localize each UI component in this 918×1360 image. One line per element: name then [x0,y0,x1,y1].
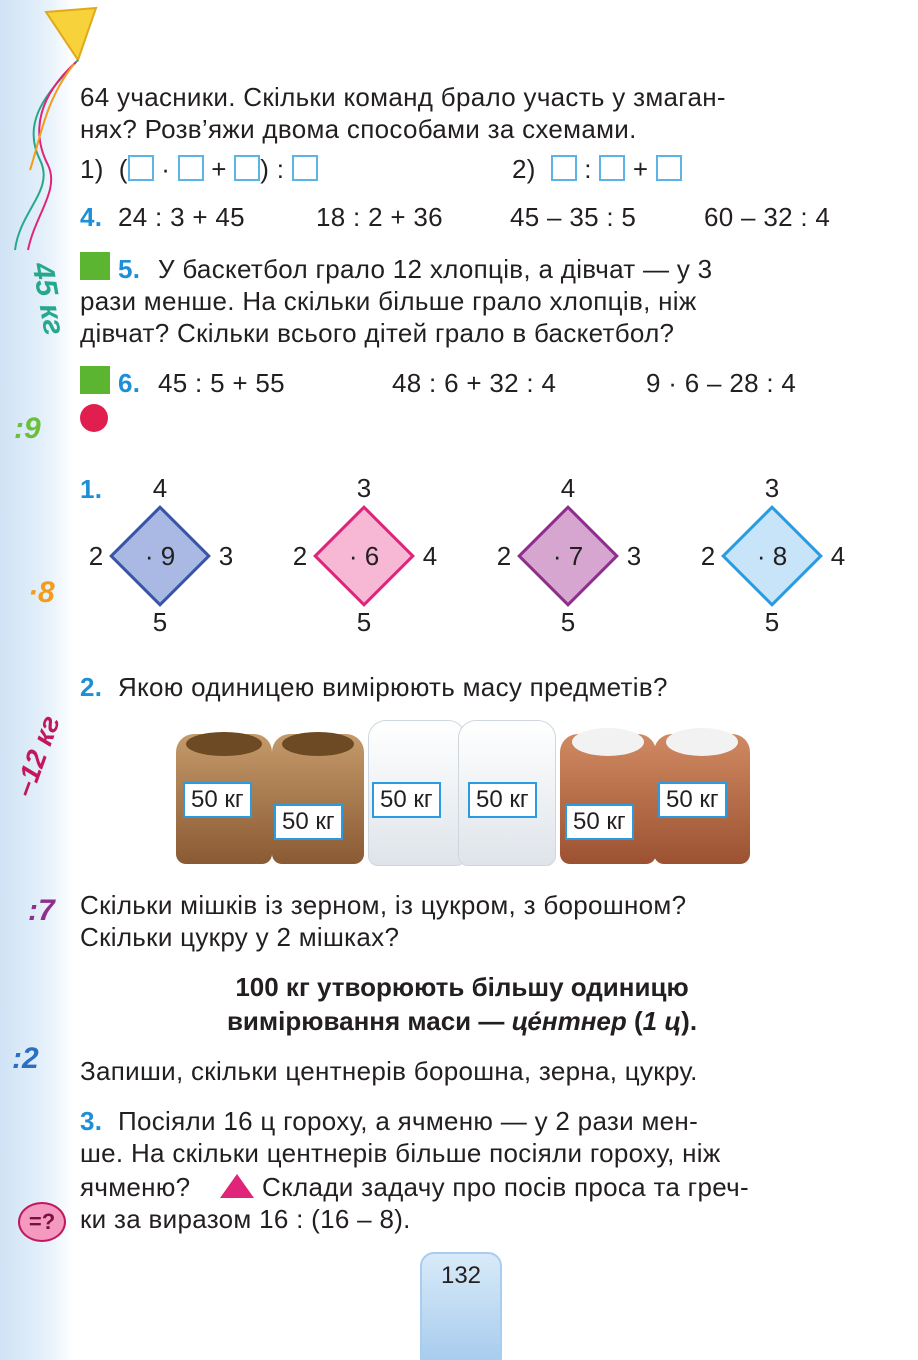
flour-pile [572,728,644,756]
intro-line-2: нях? Розв’яжи двома способами за схемами. [80,114,637,144]
margin-label-45kg: 45 кг [25,260,71,338]
diamond-bottom-number: 5 [560,607,576,637]
grain-pile [282,732,354,756]
rule-paren-close: ). [681,1006,698,1036]
ex6-expr-1: 45 : 5 + 55 [158,368,285,398]
task2-line-2: Скільки цукру у 2 мішках? [80,922,400,952]
scheme-1-prefix: 1) [80,154,104,184]
task3-line-3a: ячменю? [80,1172,191,1202]
ex6-expr-2: 48 : 6 + 32 : 4 [392,368,557,398]
rule-paren-open: ( [634,1006,643,1036]
weight-tag: 50 кг [565,804,634,840]
ex4-expr-2: 18 : 2 + 36 [316,202,443,232]
ex5-line-3: дівчат? Скільки всього дітей грало в баскетбол? [80,318,675,348]
rule-text: вимірювання маси — [226,1006,505,1036]
diamond-left-number: 2 [88,541,104,571]
task3-line-4: ки за виразом 16 : (16 – 8). [80,1204,411,1234]
diamond-left-number: 2 [292,541,308,571]
blank-box[interactable] [656,155,682,181]
margin-label-div2: :2 [12,1042,39,1075]
task3-line-1: Посіяли 16 ц гороху, а ячменю — у 2 рази мен- [118,1106,699,1136]
diamond-left-number: 2 [700,541,716,571]
ex5-line-2: рази менше. На скільки більше грало хлопців, ніж [80,286,697,316]
diamond-bottom-number: 5 [152,607,168,637]
scheme-2-prefix: 2) [512,154,536,184]
task3-line-3b: Склади задачу про посів проса та греч- [262,1172,749,1202]
task3-line-2: ше. На скільки центнерів більше посіяли гороху, ніж [80,1138,721,1168]
diamond-bottom-number: 5 [764,607,780,637]
margin-label-div7: :7 [28,894,55,927]
diamond-top-number: 4 [152,473,168,503]
task1-number: 1. [80,474,103,504]
margin-label-mul8: ·8 [28,576,55,609]
ex5-line-1: У баскетбол грало 12 хлопців, а дівчат — у 3 [158,254,713,284]
blank-box[interactable] [599,155,625,181]
diamond-right-number: 3 [626,541,642,571]
blank-box[interactable] [178,155,204,181]
diamond-center-label: · 9 [144,541,176,571]
task2-question: Якою одиницею вимірюють масу предметів? [118,672,668,702]
task3-number: 3. [80,1106,103,1136]
blank-box[interactable] [234,155,260,181]
diamond-right-number: 4 [422,541,438,571]
ex4-number: 4. [80,202,103,232]
red-circle-icon [80,404,108,432]
ex6-number: 6. [118,368,141,398]
ex4-expr-4: 60 – 32 : 4 [704,202,831,232]
task2-number: 2. [80,672,103,702]
ex6-expr-3: 9 · 6 – 28 : 4 [646,368,797,398]
weight-tag: 50 кг [183,782,252,818]
weight-tag: 50 кг [658,782,727,818]
blank-box[interactable] [128,155,154,181]
diamond-center-label: · 6 [348,541,380,571]
weight-tag: 50 кг [468,782,537,818]
scheme-1: 1) ( · + ) : [80,154,318,185]
task2-write-line: Запиши, скільки центнерів борошна, зерна, цукру. [80,1056,698,1086]
green-square-icon [80,366,110,394]
page-number: 132 [440,1262,482,1289]
rule-abbrev: 1 ц [642,1006,682,1036]
task2-line-1: Скільки мішків із зерном, із цукром, з борошном? [80,890,687,920]
weight-tag: 50 кг [372,782,441,818]
grain-pile [186,732,262,756]
margin-label-div9: :9 [14,412,41,445]
diamond-left-number: 2 [496,541,512,571]
diamond-top-number: 4 [560,473,576,503]
scheme-2: 2) : + [512,154,682,185]
intro-line-1: 64 учасники. Скільки команд брало участь у змаган- [80,82,726,112]
diamond-center-label: · 8 [756,541,788,571]
diamond-top-number: 3 [356,473,372,503]
flour-pile [666,728,738,756]
green-square-icon [80,252,110,280]
ex5-number: 5. [118,254,141,284]
diamond-bottom-number: 5 [356,607,372,637]
weight-tag: 50 кг [274,804,343,840]
ex4-expr-1: 24 : 3 + 45 [118,202,245,232]
margin-label-minus12kg: –12 кг [8,711,66,801]
rule-term: це́нтнер [511,1006,627,1036]
blank-box[interactable] [292,155,318,181]
diamond-top-number: 3 [764,473,780,503]
diamond-center-label: · 7 [552,541,584,571]
pink-triangle-icon [218,1172,256,1200]
diamond-right-number: 4 [830,541,846,571]
rule-line-1: 100 кг утворюють більшу одиницю [235,972,689,1002]
rule-line-2 [80,1006,844,1037]
equals-question-icon: =? [18,1202,66,1242]
blank-box[interactable] [551,155,577,181]
diamond-right-number: 3 [218,541,234,571]
ex4-expr-3: 45 – 35 : 5 [510,202,637,232]
